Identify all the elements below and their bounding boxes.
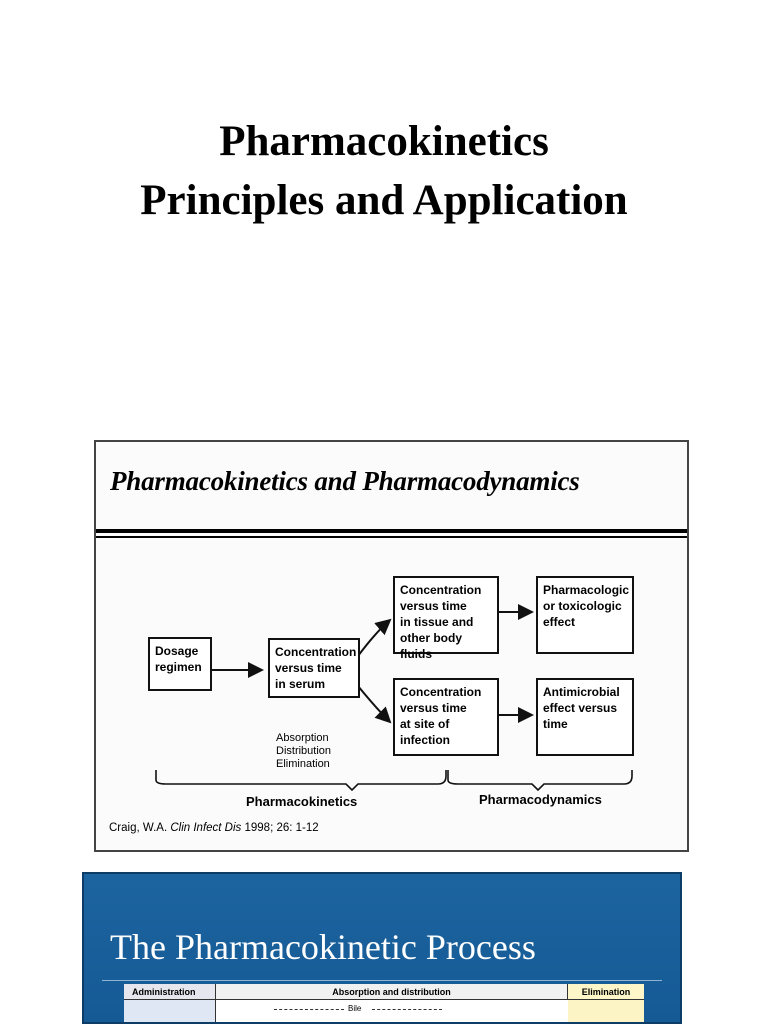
- title-line-1: Pharmacokinetics: [219, 118, 549, 165]
- column-absorption-distribution: Absorption and distribution: [216, 984, 568, 1000]
- citation-journal: Clin Infect Dis: [170, 822, 242, 834]
- citation: [109, 822, 319, 834]
- title-line-2: Principles and Application: [140, 177, 628, 224]
- elimination-cell: [568, 1000, 644, 1024]
- slide-title: The Pharmacokinetic Process: [110, 927, 536, 967]
- box-antimicrobial-effect: Antimicrobial effect versus time: [536, 678, 634, 756]
- pk-bracket: [156, 770, 446, 790]
- slide-title-rule: [102, 980, 662, 981]
- figure-title: Pharmacokinetics and Pharmacodynamics: [110, 466, 580, 496]
- box-dosage-regimen: Dosage regimen: [148, 637, 212, 691]
- box-concentration-serum: Concentration versus time in serum: [268, 638, 360, 698]
- label-absorption: Absorption: [276, 732, 329, 744]
- administration-cell: [124, 1000, 216, 1024]
- bile-label: Bile: [348, 1004, 362, 1013]
- column-administration: Administration: [124, 984, 216, 1000]
- label-elimination: Elimination: [276, 758, 330, 770]
- pk-process-slide: [82, 872, 682, 1024]
- page-title: [0, 112, 768, 230]
- citation-details: 1998; 26: 1-12: [244, 822, 319, 834]
- box-concentration-tissue: Concentration versus time in tissue and other body fluids: [393, 576, 499, 654]
- label-distribution: Distribution: [276, 745, 332, 757]
- label-pharmacodynamics: Pharmacodynamics: [479, 792, 602, 807]
- citation-author: Craig, W.A.: [109, 822, 168, 834]
- process-table: [124, 984, 644, 1024]
- arrow-serum-to-tissue: [358, 620, 390, 656]
- bile-dash-left: [274, 1009, 344, 1010]
- arrow-serum-to-infection: [358, 686, 390, 722]
- label-pharmacokinetics: Pharmacokinetics: [246, 794, 358, 809]
- column-elimination: Elimination: [568, 984, 644, 1000]
- bile-dash-right: [372, 1009, 442, 1010]
- box-pharmacologic-effect: Pharmacologic or toxicologic effect: [536, 576, 634, 654]
- pk-pd-figure: [94, 440, 689, 852]
- pd-bracket: [448, 770, 632, 790]
- box-concentration-infection: Concentration versus time at site of infection: [393, 678, 499, 756]
